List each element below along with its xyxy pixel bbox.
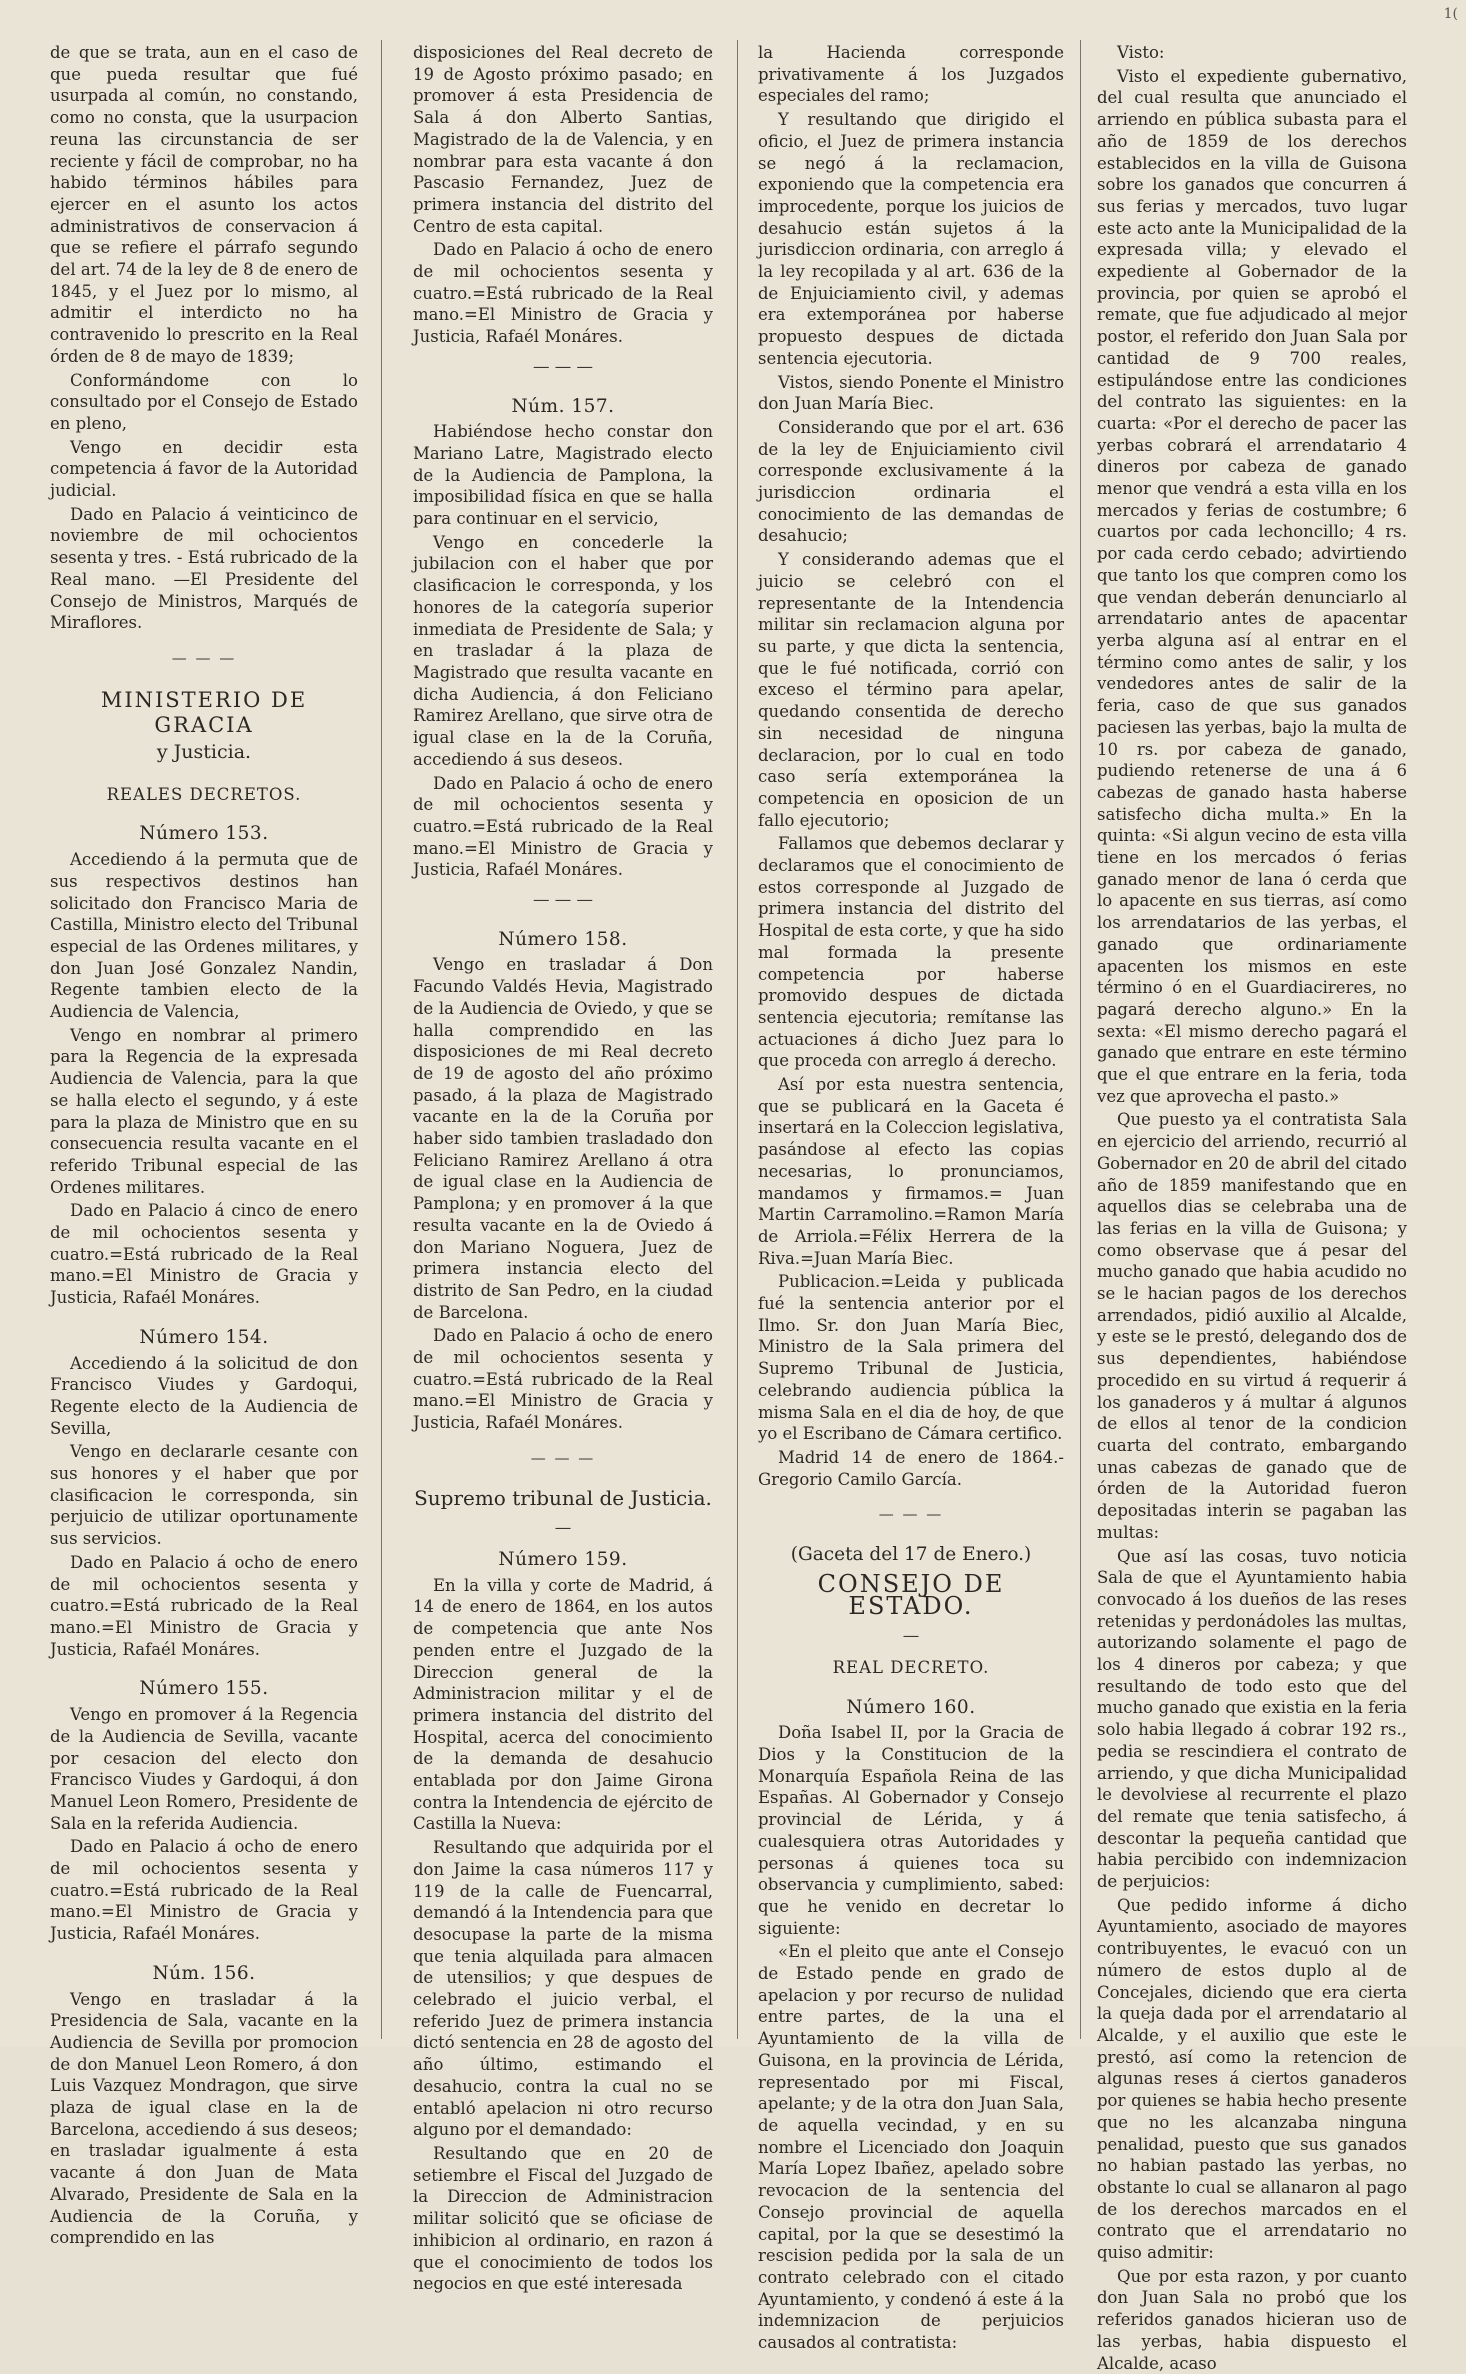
paragraph: Vengo en trasladar á la Presidencia de Sala, vacante en la Audiencia de Sevilla por promocion de don Manuel Leon Romero, á don Luis Vazquez Mondragon, que sirve plaza de igual clase en la de Barcelona, accediendo á sus deseos; en trasladar igualmente á esta vacante á don Juan de Mata Alvarado, Presidente de Sala en la Audiencia de la Coruña, y comprendido en las (50, 1989, 358, 2248)
decree-number-heading: Número 154. (139, 1326, 269, 1348)
column-2 (413, 42, 713, 2294)
column-4 (1097, 42, 1407, 2373)
paragraph: Vengo en concederle la jubilacion con el haber que por clasificacion le corresponda, y los honores de la categoría superior inmediata de Presidente de Sala; y en trasladar á la plaza de Magistrado que resulta vacante en dicha Audiencia, á don Feliciano Ramirez Arellano, que sirve otra de igual clase en la de la Coruña, accediendo á sus deseos. (413, 532, 713, 769)
paragraph: Que así las cosas, tuvo noticia Sala de que el Ayuntamiento habia convocado á los dueños de las reses retenidas y perdonádoles las multas, autorizando solamente el pago de los 4 dineros por cabeza; y que resultando de todo esto que del mucho ganado que existia en la feria solo habia llegado á cobrar 192 rs., pedia se rescindiera el contrato de arriendo, y que dicha Municipalidad le devolviese al recurrente el plazo del remate que tenia satisfecho, á descontar la pequeña cantidad que habia percibido con indemnizacion de perjuicios: (1097, 1546, 1407, 1892)
paragraph: de que se trata, aun en el caso de que pueda resultar que fué usurpada al común, no constando, como no consta, que la usurpacion reuna las circunstancia de ser reciente y fácil de comprobar, no ha habido términos hábiles para ejercer en el asunto los actos administrativos de conservacion á que se refiere el párrafo segundo del art. 74 de la ley de 8 de enero de 1845, y el Juez por lo mismo, al admitir el interdicto no ha contravenido lo prescrito en la Real órden de 8 de mayo de 1839; (50, 43, 358, 366)
paragraph: Y considerando ademas que el juicio se celebró con el representante de la Intendencia militar sin reclamacion alguna por su parte, y que dicta la sentencia, que le fué notificada, corrió con exceso el término para apelar, quedando consentida de derecho sin necesidad de ninguna declaracion, por lo cual en todo caso sería extemporánea la competencia en oposicion de un fallo ejecutorio; (758, 550, 1064, 830)
paragraph: Vengo en nombrar al primero para la Regencia de la expresada Audiencia de Valencia, para la que se halla electo el segundo, y á este para la plaza de Ministro que en su consecuencia resulta vacante en el referido Tribunal especial de las Ordenes militares. (50, 1025, 358, 1197)
column-rule (381, 40, 382, 2039)
decree-number-heading: Número 159. (498, 1549, 628, 1570)
paragraph: «En el pleito que ante el Consejo de Estado pende en grado de apelacion y por recurso de nulidad entre partes, de la una el Ayuntamiento de la villa de Guisona, en la provincia de Lérida, representado por mi Fiscal, apelante; y de la otra don Juan Sala, de aquella vecindad, y en su nombre el Licenciado don Joaquin María Lopez Ibañez, apelado sobre revocacion de la sentencia del Consejo provincial de aquella capital, por la que se desestimó la rescision pedida por la sala de un contrato celebrado con el citado Ayuntamiento, y condenó á este á la indemnizacion de perjuicios causados al contratista: (758, 1942, 1064, 2353)
column-rule (1080, 40, 1081, 2039)
paragraph: Y resultando que dirigido el oficio, el Juez de primera instancia se negó á la reclamacion, exponiendo que la competencia era improcedente, porque los juicios de desahucio están sujetos á la jurisdiccion ordinaria, con arreglo á la ley recopilada y al art. 636 de la de Enjuiciamiento civil, y ademas era extemporánea por haberse propuesto despues de dictada sentencia ejecutoria. (758, 110, 1064, 368)
column-rule (737, 40, 738, 2039)
section-divider: — — — (533, 890, 593, 910)
paragraph: Doña Isabel II, por la Gracia de Dios y la Constitucion de la Monarquía Española Reina de las Españas. Al Gobernador y Consejo provincial de Lérida, y á cualesquiera otras Autoridades y personas á quienes toca su observancia y cumplimiento, sabed: que he venido en decretar lo siguiente: (758, 1723, 1064, 1938)
court-heading: Supremo tribunal de Justicia. (414, 1485, 712, 1510)
decree-number-heading: Número 160. (846, 1696, 976, 1718)
decree-number-heading: Número 158. (498, 928, 628, 950)
paragraph: Dado en Palacio á ocho de enero de mil ochocientos sesenta y cuatro.=Está rubricado de la Real mano.=El Ministro de Gracia y Justicia, Rafaél Monáres. (413, 240, 713, 347)
paragraph: Que puesto ya el contratista Sala en ejercicio del arriendo, recurrió al Gobernador en 20 de abril del citado año de 1859 manifestando que en aquellos dias se celebraba una de las ferias en la villa de Guisona; y como observase que á pesar del mucho ganado que habia acudido no se le hacian pagos de los derechos arrendados, pidió auxilio al Alcalde, y este se le prestó, delegando dos de sus dependientes, habiéndose procedido en su virtud á requerir á los ganaderos y á multar á algunos de ellos al tenor de la condicion cuarta del contrato, embargando unas cabezas de ganado que de órden de la Autoridad fueron depositadas interin se pagaban las multas: (1097, 1110, 1407, 1542)
paragraph: la Hacienda corresponde privativamente á los Juzgados especiales del ramo; (758, 43, 1064, 106)
paragraph: Que pedido informe á dicho Ayuntamiento, asociado de mayores contribuyentes, le evacuó con un número de estos duplo al de Concejales, diciendo que era cierta la queja dada por el arrendatario al Alcalde, y el auxilio que este le prestó, así como la retencion de algunas reses á ciertos ganaderos por quienes se habia hecho presente que no les alcanzaba ninguna penalidad, puesto que sus ganados no habian pastado las yerbas, no obstante lo cual se allanaron al pago de los derechos marcados en el contrato que el arrendatario no quiso admitir: (1097, 1895, 1407, 2263)
column-3 (758, 42, 1064, 2353)
decree-number-heading: Núm. 156. (152, 1962, 256, 1984)
paragraph: Dado en Palacio á ocho de enero de mil ochocientos sesenta y cuatro.=Está rubricado de la Real mano.=El Ministro de Gracia y Justicia, Rafaél Monáres. (50, 1837, 358, 1944)
paragraph: Dado en Palacio á veinticinco de noviembre de mil ochocientos sesenta y tres. - Está rubricado de la Real mano. —El Presidente del Consejo de Ministros, Marqués de Miraflores. (50, 504, 358, 633)
gazette-date-heading: (Gaceta del 17 de Enero.) (790, 1544, 1032, 1566)
section-divider: — — — (171, 648, 237, 667)
ministry-subheading: y Justicia. (156, 740, 252, 763)
paragraph: Vengo en trasladar á Don Facundo Valdés Hevia, Magistrado de la Audiencia de Oviedo, y que se halla comprendido en las disposiciones de mi Real decreto de 19 de agosto del año próximo pasado, á la plaza de Magistrado vacante en la de la Coruña por haber sido tambien trasladado don Feliciano Ramirez Arellano á otra de igual clase en la Audiencia de Pamplona; y en promover á la que resulta vacante en la de Oviedo á don Mariano Noguera, Juez de primera instancia electo del distrito de San Pedro, en la ciudad de Barcelona. (413, 955, 713, 1322)
paragraph: Resultando que adquirida por el don Jaime la casa números 117 y 119 de la calle de Fuencarral, demandó á la Intendencia para que desocupase la parte de la misma que tenia alquilada para almacen de utensilios; y que despues de celebrado el juicio verbal, el referido Juez de primera instancia dictó sentencia en 28 de agosto del año último, estimando el desahucio, contra la cual no se entabló apelacion ni otro recurso alguno por el demandado: (413, 1838, 713, 2140)
decrees-heading: REALES DECRETOS. (106, 784, 302, 804)
paragraph: Vistos, siendo Ponente el Ministro don Juan María Biec. (758, 372, 1064, 414)
section-divider: — (554, 1518, 572, 1538)
paragraph: Madrid 14 de enero de 1864.-Gregorio Camilo García. (758, 1448, 1064, 1489)
decree-heading: REAL DECRETO. (832, 1657, 990, 1677)
paragraph: Fallamos que debemos declarar y declaramos que el conocimiento de estos corresponde al Juzgado de primera instancia del distrito del Hospital de esta corte, y que ha sido mal formada la presente competencia por haberse promovido despues de dictada sentencia ejecutoria; remítanse las actuaciones á dicho Juez para lo que proceda con arreglo á derecho. (758, 834, 1064, 1071)
column-1 (50, 42, 358, 2248)
paragraph: Conformándome con lo consultado por el Consejo de Estado en pleno, (50, 370, 358, 433)
section-divider: — — — (533, 356, 593, 376)
paragraph: Vengo en promover á la Regencia de la Audiencia de Sevilla, vacante por cesacion del electo don Francisco Viudes y Gardoqui, á don Manuel Leon Romero, Presidente de Sala en la referida Audiencia. (50, 1705, 358, 1833)
paragraph: Visto el expediente gubernativo, del cual resulta que anunciado el arriendo en pública subasta para el año de 1859 de los derechos establecidos en la villa de Guisona sobre los ganados que concurren á sus ferias y mercados, tuvo lugar este acto ante la Municipalidad de la expresada villa; y elevado el expediente al Gobernador de la provincia, por quien se aprobó el remate, que fue adjudicado al mejor postor, el referido don Juan Sala por cantidad de 9 700 reales, estipulándose entre las condiciones del contrato las siguientes: en la cuarta: «Por el derecho de pacer las yerbas cobrará el arrendatario 4 dineros por cabeza de ganado menor que vendrá a esta villa en los mercados y ferias de costumbre; 6 cuartos por cada lechoncillo; 4 rs. por cada cerdo cebado; advirtiendo que tanto los que compren como los que vendan deberán denunciarlo al arrendatario antes de apacentar yerba alguna así al entrar en el término como antes de salir, y los vendedores antes de salir de la feria, caso de que sus ganados paciesen las yerbas, bajo la multa de 10 rs. por cabeza de ganado, pudiendo retenerse de una á 6 cabezas de ganado hasta haberse satisfecho dicha multa.» En la quinta: «Si algun vecino de esta villa tiene en los mercados ó ferias ganado menor de lana ó cerda que lo apacente en sus tierras, así como los arrendatarios de las yerbas, el ganado que ordinariamente apacenten los mismos en este término ó en el Guardiacireres, no pagará derecho alguno.» En la sexta: «El mismo derecho pagará el ganado que entrare en este término que el que entrare en la feria, toda vez que aprovecha el pasto.» (1097, 66, 1407, 1106)
corner-mark: 1( (1443, 6, 1458, 22)
paragraph: disposiciones del Real decreto de 19 de Agosto próximo pasado; en promover á esta Presidencia de Sala á don Alberto Santias, Magistrado de la de Valencia, y en nombrar para esta vacante á don Pascasio Fernandez, Juez de primera instancia del distrito del Centro de esta capital. (413, 43, 713, 236)
paragraph: En la villa y corte de Madrid, á 14 de enero de 1864, en los autos de competencia que ante Nos penden entre el Juzgado de la Direccion general de la Administracion militar y el de primera instancia del distrito del Hospital, acerca del conocimiento de la demanda de desahucio entablada por don Jaime Girona contra la Intendencia de ejército de Castilla la Nueva: (413, 1575, 713, 1834)
paragraph: Resultando que en 20 de setiembre el Fiscal del Juzgado de la Direccion de Administracion militar solicitó que se oficiase de inhibicion al ordinario, en razon á que el conocimiento de todos los negocios en que esté interesada (413, 2143, 713, 2294)
section-divider: — — — (530, 1448, 596, 1467)
paragraph: Dado en Palacio á cinco de enero de mil ochocientos sesenta y cuatro.=Está rubricado de la Real mano.=El Ministro de Gracia y Justicia, Rafaél Monáres. (50, 1201, 358, 1308)
paragraph: Dado en Palacio á ocho de enero de mil ochocientos sesenta y cuatro.=Está rubricado de la Real mano.=El Ministro de Gracia y Justicia, Rafaél Monáres. (413, 1326, 713, 1433)
decree-number-heading: Número 153. (139, 823, 269, 845)
paragraph: Dado en Palacio á ocho de enero de mil ochocientos sesenta y cuatro.=Está rubricado de la Real mano.=El Ministro de Gracia y Justicia, Rafaél Monáres. (413, 773, 713, 880)
ministry-heading: MINISTERIO DE GRACIA (100, 687, 308, 737)
paragraph: Habiéndose hecho constar don Mariano Latre, Magistrado electo de la Audiencia de Pamplona, la imposibilidad física en que se halla para continuar en el servicio, (413, 422, 713, 529)
decree-number-heading: Número 155. (139, 1678, 269, 1700)
paragraph: Dado en Palacio á ocho de enero de mil ochocientos sesenta y cuatro.=Está rubricado de la Real mano.=El Ministro de Gracia y Justicia, Rafaél Monáres. (50, 1552, 358, 1659)
section-divider: — — — (878, 1505, 944, 1524)
council-heading: CONSEJO DE ESTADO. (817, 1569, 1005, 1620)
paragraph: Vengo en declararle cesante con sus honores y el haber que por clasificacion le corresponda, sin perjuicio de utilizar oportunamente sus servicios. (50, 1442, 358, 1549)
decree-number-heading: Núm. 157. (511, 395, 615, 417)
paragraph: Así por esta nuestra sentencia, que se publicará en la Gaceta é insertará en la Coleccion legislativa, pasándose al efecto las copias necesarias, lo pronunciamos, mandamos y firmamos.= Juan Martin Carramolino.=Ramon María de Arriola.=Félix Herrera de la Riva.=Juan María Biec. (758, 1075, 1064, 1268)
paragraph: Accediendo á la solicitud de don Francisco Viudes y Gardoqui, Regente electo de la Audiencia de Sevilla, (50, 1353, 358, 1438)
paragraph: Que por esta razon, y por cuanto don Juan Sala no probó que los referidos ganados hicieran uso de las yerbas, habia dispuesto el Alcalde, acaso (1097, 2266, 1407, 2373)
paragraph: Publicacion.=Leida y publicada fué la sentencia anterior por el Ilmo. Sr. don Juan María Biec, Ministro de la Sala primera del Supremo Tribunal de Justicia, celebrando audiencia pública la misma Sala en el dia de hoy, de que yo el Escribano de Cámara certifico. (758, 1272, 1064, 1444)
paragraph: Considerando que por el art. 636 de la ley de Enjuiciamiento civil corresponde exclusivamente á la jurisdiccion ordinaria el conocimiento de las demandas de desahucio; (758, 417, 1064, 546)
section-divider: — (902, 1626, 920, 1646)
paragraph: Accediendo á la permuta que de sus respectivos destinos han solicitado don Francisco Maria de Castilla, Ministro electo del Tribunal especial de las Ordenes militares, y don Juan José Gonzalez Nandin, Regente tambien electo de la Audiencia de Valencia, (50, 850, 358, 1022)
paragraph: Vengo en decidir esta competencia á favor de la Autoridad judicial. (50, 437, 358, 501)
paragraph: Visto: (1117, 43, 1165, 62)
